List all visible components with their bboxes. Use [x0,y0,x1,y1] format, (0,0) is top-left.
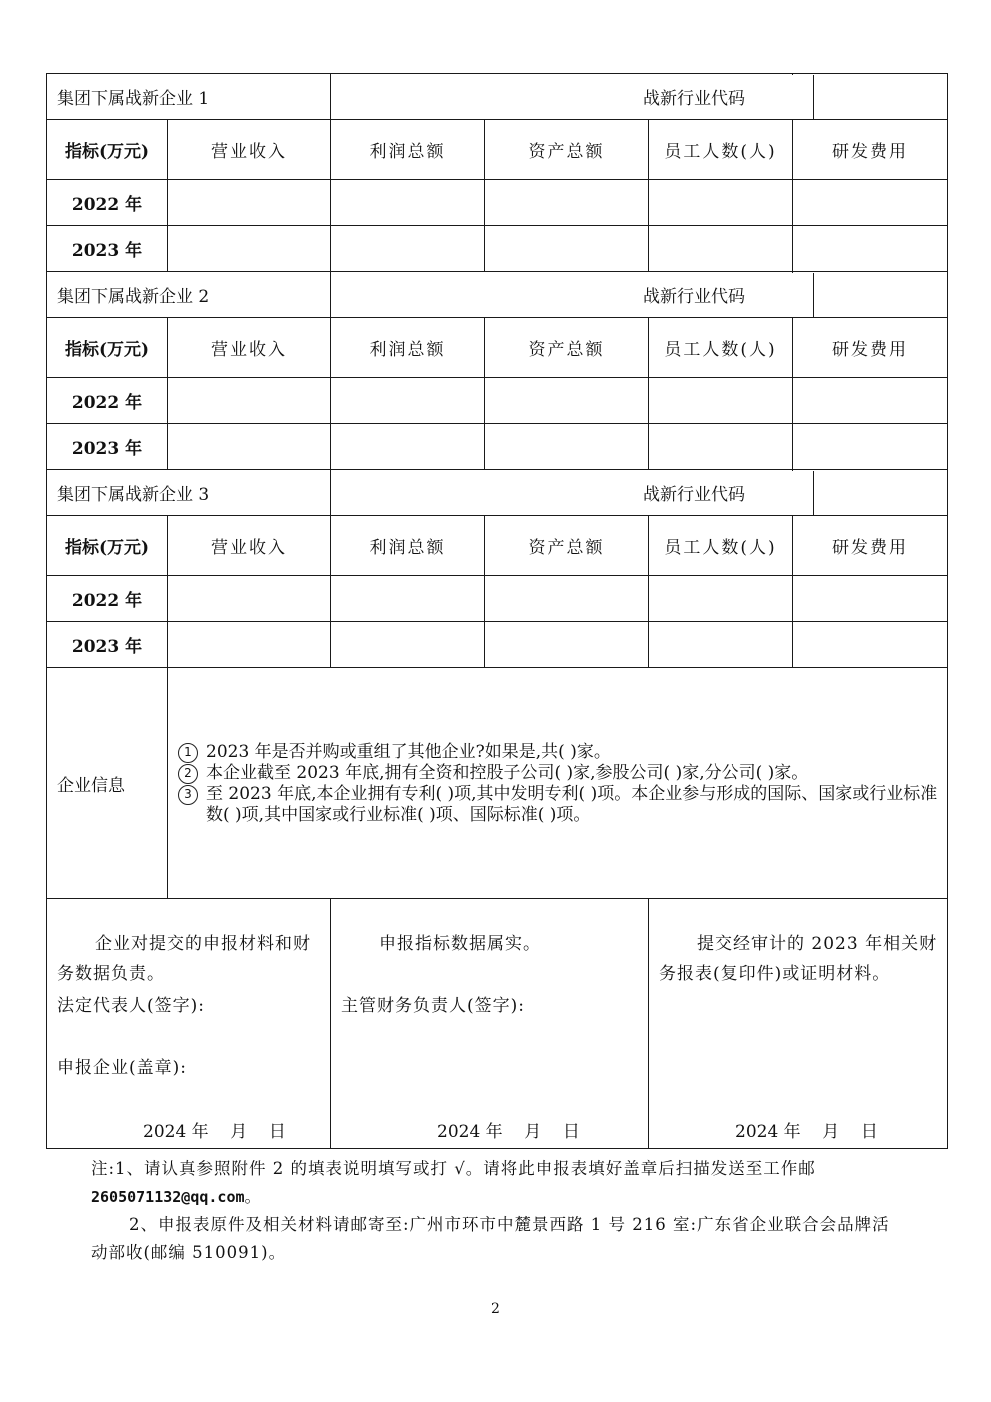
column-header: 资产总额 [485,516,649,576]
data-input-cell[interactable] [331,180,485,226]
data-input-cell[interactable] [485,622,649,668]
year-label: 2023 年 [47,622,168,668]
year-label: 2023 年 [47,226,168,272]
company-row [47,272,948,318]
column-header: 研发费用 [793,120,948,180]
note-1: 注:1、请认真参照附件 2 的填表说明填写或打 √。请将此申报表填好盖章后扫描发送至工作邮 2605071132@qq.com。 [91,1159,816,1206]
year-label: 2022 年 [47,576,168,622]
data-input-cell[interactable] [168,622,331,668]
data-input-cell[interactable] [485,180,649,226]
company-seal[interactable]: 申报企业(盖章): [57,1058,187,1078]
column-header: 资产总额 [485,318,649,378]
declaration-cell-enterprise [47,899,331,1149]
enterprise-info-label: 企业信息 [47,668,168,899]
data-input-cell[interactable] [649,180,793,226]
data-input-cell[interactable] [649,424,793,470]
column-header: 研发费用 [793,318,948,378]
page-number: 2 [491,1301,500,1317]
column-header: 营业收入 [168,120,331,180]
data-input-cell[interactable] [649,378,793,424]
info-item [178,763,939,784]
circled-number: 3 [178,785,198,805]
column-header: 营业收入 [168,516,331,576]
column-header: 员工人数(人) [649,516,793,576]
industry-code-label: 战新行业代码 [633,273,814,317]
audit-statement: 提交经审计的 2023 年相关财务报表(复印件)或证明材料。 [659,934,938,984]
indicator-label: 指标(万元) [47,318,168,378]
enterprise-statement: 企业对提交的申报材料和财务数据负责。 [57,934,311,984]
column-header: 利润总额 [331,516,485,576]
data-input-cell[interactable] [168,576,331,622]
industry-code-label: 战新行业代码 [633,471,814,515]
data-input-cell[interactable] [331,378,485,424]
industry-code-cell [643,470,948,516]
date-audit: 2024 年 月 日 [735,1122,878,1142]
year-label: 2023 年 [47,424,168,470]
finance-statement: 申报指标数据属实。 [379,934,542,954]
data-input-cell[interactable] [793,226,948,272]
data-input-cell[interactable] [168,424,331,470]
industry-code-field[interactable] [814,75,947,119]
data-input-cell[interactable] [168,180,331,226]
data-input-cell[interactable] [649,576,793,622]
data-input-cell[interactable] [793,180,948,226]
enterprise-info-content [168,668,948,899]
data-input-cell[interactable] [168,378,331,424]
data-input-cell[interactable] [793,424,948,470]
circled-number: 1 [178,743,198,763]
column-header: 利润总额 [331,318,485,378]
column-header: 研发费用 [793,516,948,576]
data-input-cell[interactable] [331,622,485,668]
year-row [47,226,948,272]
info-item-text: 本企业截至 2023 年底,拥有全资和控股子公司( )家,参股公司( )家,分公司( )家。 [206,763,809,783]
indicator-header-row [47,318,948,378]
data-input-cell[interactable] [485,226,649,272]
finance-head-signature[interactable]: 主管财务负责人(签字): [341,996,526,1016]
industry-code-label: 战新行业代码 [633,75,814,119]
note-2: 2、申报表原件及相关材料请邮寄至:广州市环市中麓景西路 1 号 216 室:广东省企业联合会品牌活动部收(邮编 510091)。 [91,1215,890,1262]
data-input-cell[interactable] [331,424,485,470]
info-item-text: 至 2023 年底,本企业拥有专利( )项,其中发明专利( )项。本企业参与形成的国际、国家或行业标准数( )项,其中国家或行业标准( )项、国际标准( )项。 [206,784,938,825]
info-item [178,742,939,763]
column-header: 营业收入 [168,318,331,378]
circled-number: 2 [178,764,198,784]
column-header: 员工人数(人) [649,120,793,180]
data-input-cell[interactable] [649,622,793,668]
column-header: 资产总额 [485,120,649,180]
data-input-cell[interactable] [793,378,948,424]
year-row [47,622,948,668]
year-row [47,378,948,424]
indicator-header-row [47,120,948,180]
company-label: 集团下属战新企业 1 [47,74,331,120]
data-input-cell[interactable] [485,576,649,622]
form-body [47,74,948,1149]
data-input-cell[interactable] [793,576,948,622]
company-row [47,470,948,516]
company-label: 集团下属战新企业 3 [47,470,331,516]
footnotes [91,1155,891,1267]
year-row [47,424,948,470]
year-row [47,576,948,622]
signature-row [47,899,948,1149]
industry-code-field[interactable] [814,471,947,515]
info-item-text: 2023 年是否并购或重组了其他企业?如果是,共( )家。 [206,742,611,762]
enterprise-info-row [47,668,948,899]
email-address[interactable]: 2605071132@qq.com [91,1188,245,1206]
data-input-cell[interactable] [485,378,649,424]
industry-code-cell [643,74,948,120]
data-input-cell[interactable] [649,226,793,272]
application-form-table [46,73,948,1149]
company-label: 集团下属战新企业 2 [47,272,331,318]
data-input-cell[interactable] [168,226,331,272]
data-input-cell[interactable] [793,622,948,668]
date-finance: 2024 年 月 日 [437,1122,580,1142]
year-row [47,180,948,226]
column-header: 利润总额 [331,120,485,180]
declaration-cell-finance [331,899,649,1149]
year-label: 2022 年 [47,180,168,226]
date-enterprise: 2024 年 月 日 [143,1122,286,1142]
declaration-cell-audit [649,899,948,1149]
industry-code-cell [643,272,948,318]
column-header: 员工人数(人) [649,318,793,378]
year-label: 2022 年 [47,378,168,424]
industry-code-field[interactable] [814,273,947,317]
data-input-cell[interactable] [331,226,485,272]
legal-rep-signature[interactable]: 法定代表人(签字): [57,996,205,1016]
data-input-cell[interactable] [485,424,649,470]
indicator-header-row [47,516,948,576]
indicator-label: 指标(万元) [47,516,168,576]
company-row [47,74,948,120]
data-input-cell[interactable] [331,576,485,622]
indicator-label: 指标(万元) [47,120,168,180]
info-item [178,784,939,826]
